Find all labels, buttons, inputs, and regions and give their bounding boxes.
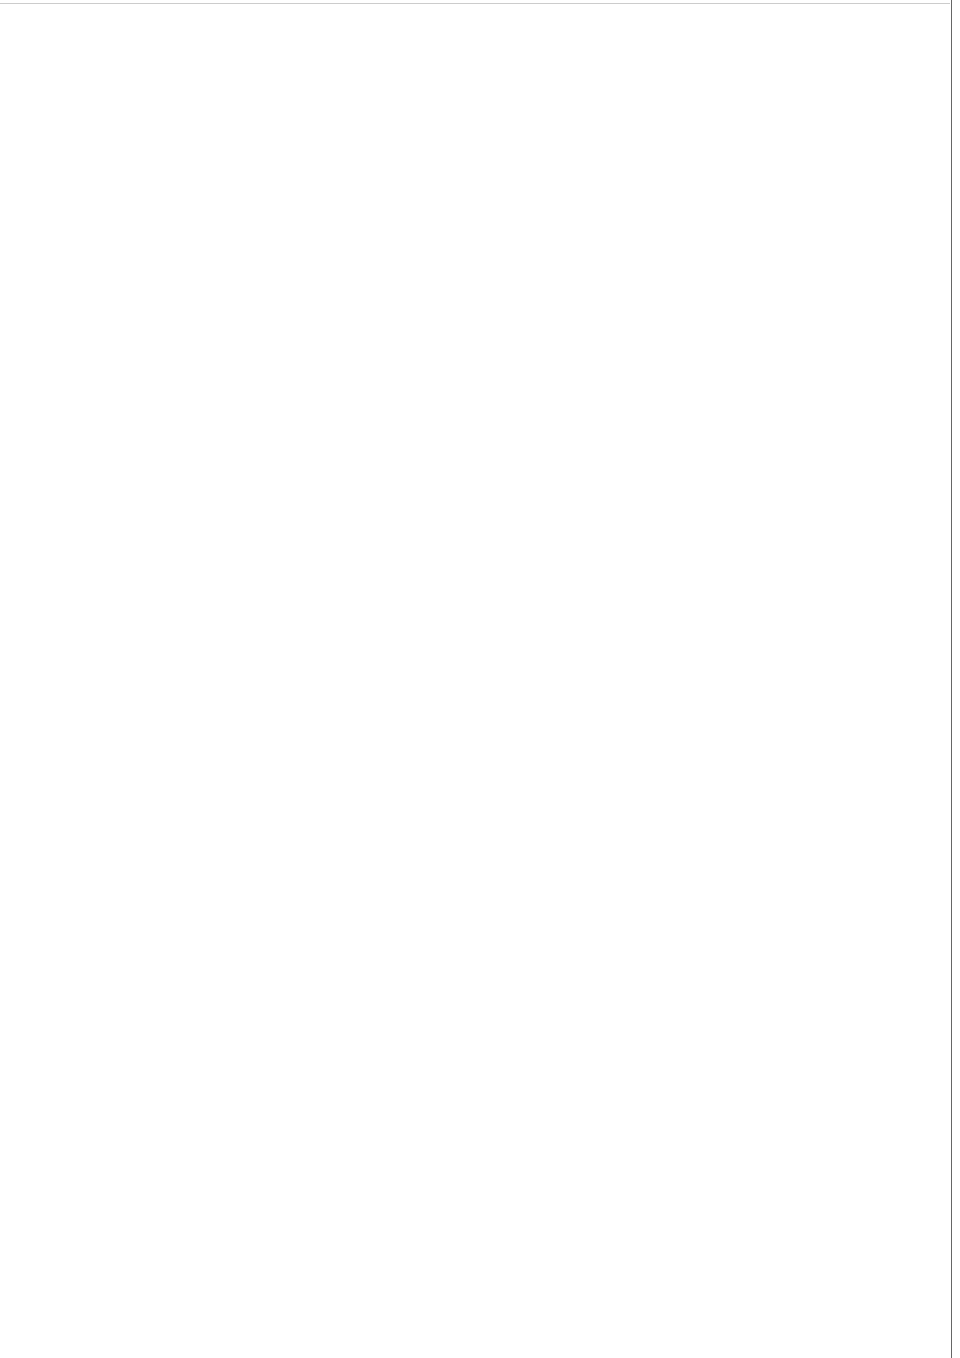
page-top-edge bbox=[0, 3, 950, 4]
page-right-edge bbox=[951, 0, 952, 1358]
